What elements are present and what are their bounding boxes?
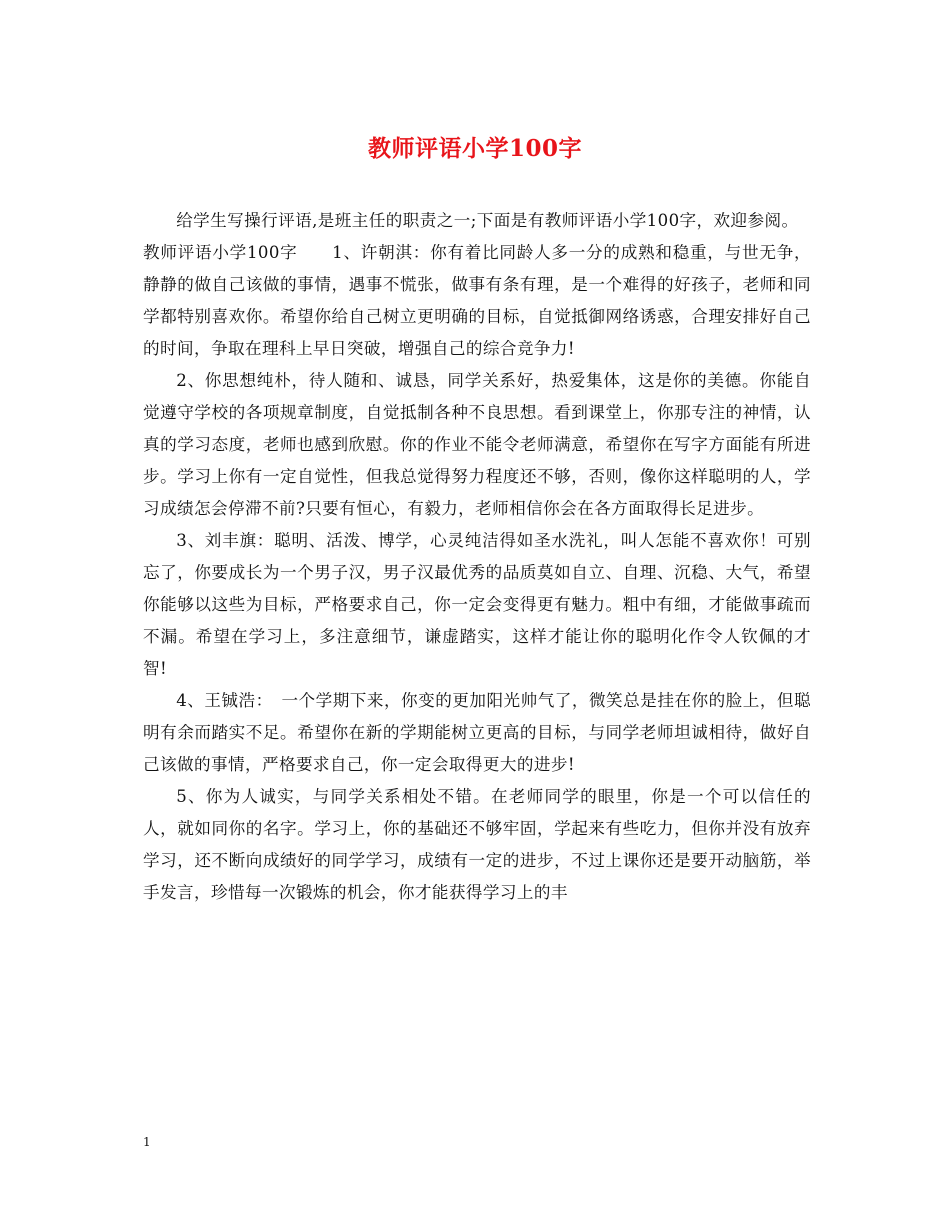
page-title: 教师评语小学100字 xyxy=(367,135,582,162)
page-number: 1 xyxy=(143,1135,151,1149)
comment-paragraph-3: 3、刘丰旗：聪明、活泼、博学，心灵纯洁得如圣水洗礼，叫人怎能不喜欢你！可别忘了，你要成长为一个男子汉，男子汉最优秀的品质莫如自立、自理、沉稳、大气，希望你能够以这些为目标，严格要求自己，你一定会变得更有魅力。粗中有细，才能做事疏而不漏。希望在学习上，多注意细节，谦虚踏实，这样才能让你的聪明化作令人钦佩的才智! xyxy=(143,531,811,678)
intro-paragraph: 给学生写操行评语,是班主任的职责之一;下面是有教师评语小学100字，欢迎参阅。 xyxy=(176,211,799,230)
comment-paragraph-1: 教师评语小学100字 1、许朝淇：你有着比同龄人多一分的成熟和稳重，与世无争，静静的做自己该做的事情，遇事不慌张，做事有条有理，是一个难得的好孩子，老师和同学都特别喜欢你。希望你给自己树立更明确的目标，自觉抵御网络诱惑，合理安排好自己的时间，争取在理科上早日突破，增强自己的综合竞争力! xyxy=(143,243,811,358)
comment-paragraph-4: 4、王铖浩： 一个学期下来，你变的更加阳光帅气了，微笑总是挂在你的脸上，但聪明有余而踏实不足。希望你在新的学期能树立更高的目标，与同学老师坦诚相待，做好自己该做的事情，严格要求自己，你一定会取得更大的进步! xyxy=(143,691,811,774)
comment-paragraph-2: 2、你思想纯朴，待人随和、诚恳，同学关系好，热爱集体，这是你的美德。你能自觉遵守学校的各项规章制度，自觉抵制各种不良思想。看到课堂上，你那专注的神情，认真的学习态度，老师也感到欣慰。你的作业不能令老师满意，希望你在写字方面能有所进步。学习上你有一定自觉性，但我总觉得努力程度还不够，否则，像你这样聪明的人，学习成绩怎会停滞不前?只要有恒心，有毅力，老师相信你会在各方面取得长足进步。 xyxy=(143,371,811,518)
document-body xyxy=(143,205,811,909)
comment-paragraph-5: 5、你为人诚实，与同学关系相处不错。在老师同学的眼里，你是一个可以信任的人，就如同你的名字。学习上，你的基础还不够牢固，学起来有些吃力，但你并没有放弃学习，还不断向成绩好的同学学习，成绩有一定的进步，不过上课你还是要开动脑筋，举手发言，珍惜每一次锻炼的机会，你才能获得学习上的丰 xyxy=(143,787,811,902)
